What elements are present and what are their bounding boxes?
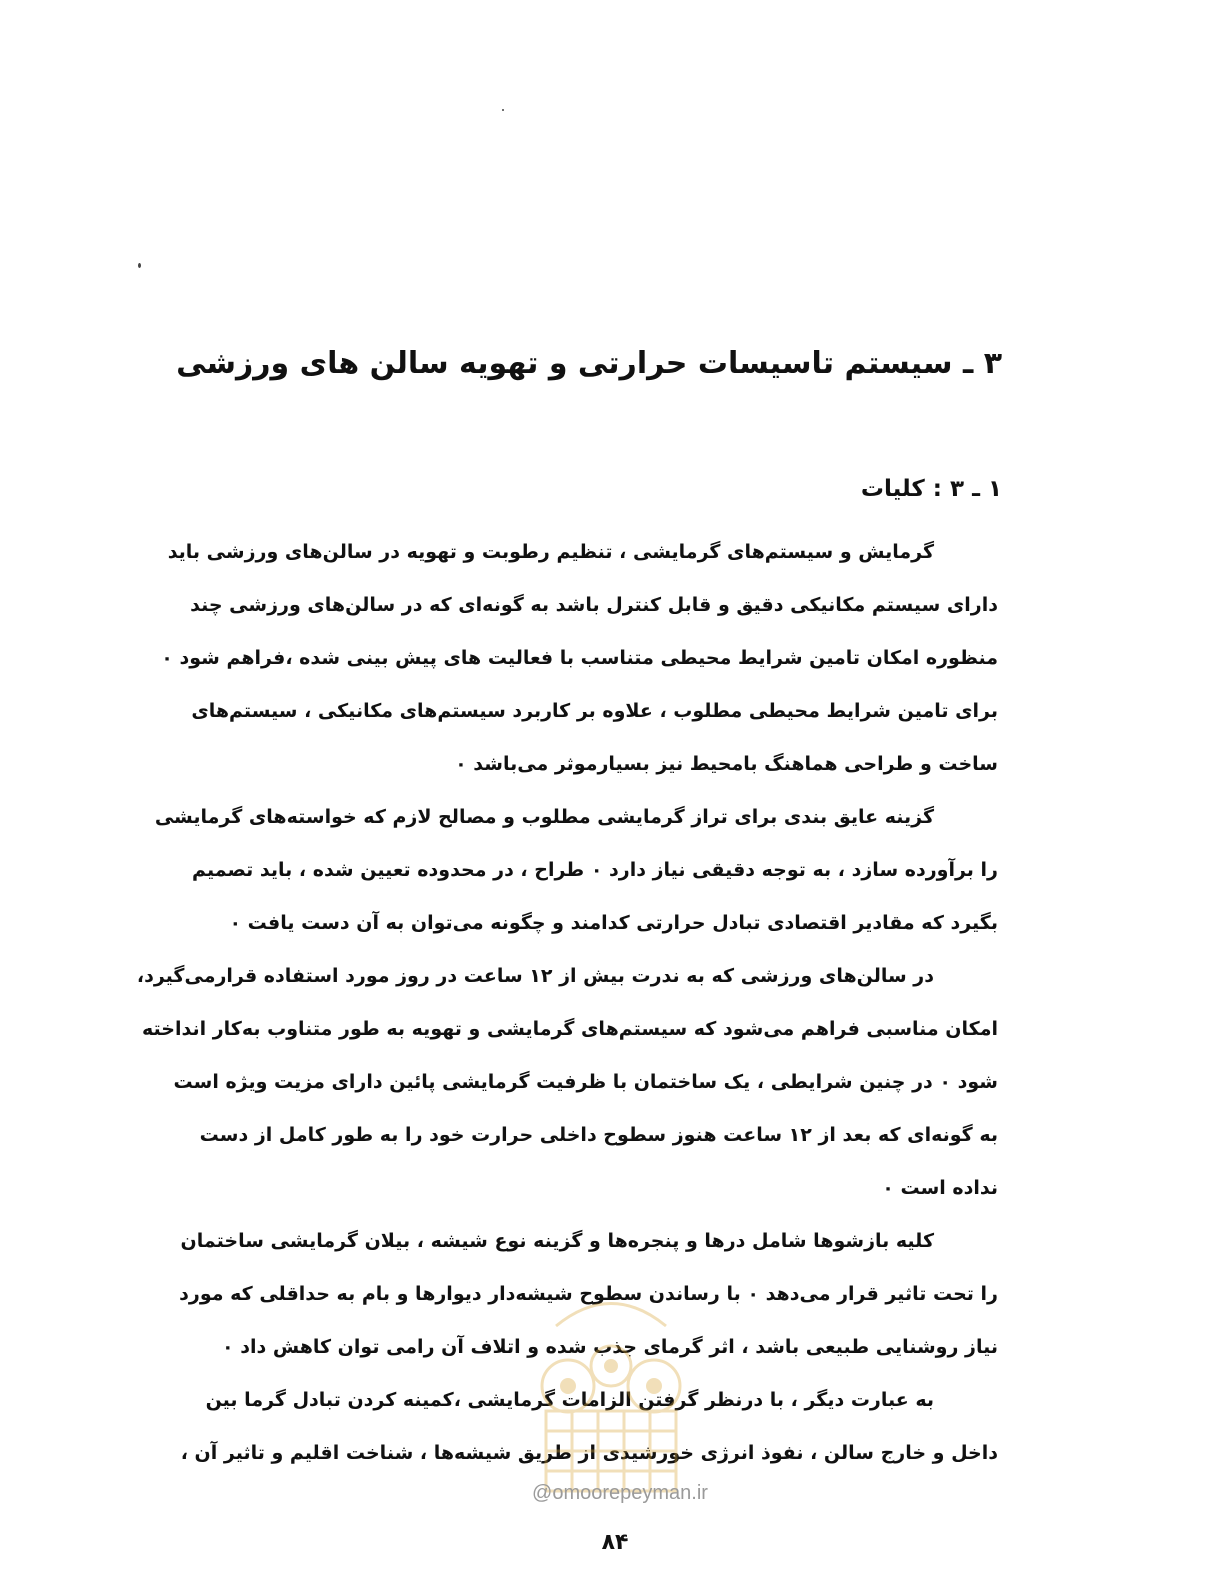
scan-speck (138, 263, 141, 268)
text-line: بگیرد که مقادیر اقتصادی تبادل حرارتی کدامند و چگونه می‌توان به آن دست یافت ۰ (229, 912, 998, 934)
text-line: را تحت تاثیر قرار می‌دهد ۰ با رساندن سطوح شیشه‌دار دیوارها و بام به حداقلی که مورد (179, 1283, 998, 1305)
text-line: به گونه‌ای که بعد از ۱۲ ساعت هنوز سطوح داخلی حرارت خود را به طور کامل از دست (199, 1124, 998, 1146)
text-line: منظوره امکان تامین شرایط محیطی متناسب با فعالیت های پیش بینی شده ،فراهم شود ۰ (161, 647, 998, 669)
scan-speck (502, 109, 504, 111)
paragraph (161, 532, 998, 797)
page-number: ۸۴ (601, 1530, 629, 1555)
text-line: را برآورده سازد ، به توجه دقیقی نیاز دارد ۰ طراح ، در محدوده تعیین شده ، باید تصمیم (192, 859, 998, 881)
text-line: ساخت و طراحی هماهنگ بامحیط نیز بسیارموثر می‌باشد ۰ (455, 753, 998, 775)
text-line: دارای سیستم مکانیکی دقیق و قابل کنترل باشد به گونه‌ای که در سالن‌های ورزشی چند (190, 594, 998, 616)
text-line: کلیه بازشوها شامل درها و پنجره‌ها و گزینه نوع شیشه ، بیلان گرمایشی ساختمان (180, 1230, 934, 1252)
text-line: گزینه عایق بندی برای تراز گرمایشی مطلوب و مصالح لازم که خواسته‌های گرمایشی (154, 806, 934, 828)
text-line: برای تامین شرایط محیطی مطلوب ، علاوه بر کاربرد سیستم‌های مکانیکی ، سیستم‌های (191, 700, 998, 722)
section-heading: ۳ ـ سیستم تاسیسات حرارتی و تهویه سالن های ورزشی (176, 346, 1002, 381)
paragraph (136, 956, 998, 1221)
text-line: نیاز روشنایی طبیعی باشد ، اثر گرمای جذب شده و اتلاف آن رامی توان کاهش داد ۰ (222, 1336, 998, 1358)
paragraph (154, 797, 998, 956)
text-line: نداده است ۰ (882, 1177, 998, 1199)
text-line: داخل و خارج سالن ، نفوذ انرژی خورشیدی از طریق شیشه‌ها ، شناخت اقلیم و تاثیر آن ، (180, 1442, 998, 1464)
subsection-heading: ۱ ـ ۳ : کلیات (860, 476, 1002, 502)
text-line: گرمایش و سیستم‌های گرمایشی ، تنظیم رطوبت و تهویه در سالن‌های ورزشی باید (167, 541, 934, 563)
text-line: به عبارت دیگر ، با درنظر گرفتن الزامات گرمایشی ،کمینه کردن تبادل گرما بین (205, 1389, 934, 1411)
text-line: شود ۰ در چنین شرایطی ، یک ساختمان با ظرفیت گرمایشی پائین دارای مزیت ویژه است (173, 1071, 998, 1093)
text-line: امکان مناسبی فراهم می‌شود که سیستم‌های گرمایشی و تهویه به طور متناوب به‌کار انداخته (141, 1018, 998, 1040)
text-line: در سالن‌های ورزشی که به ندرت بیش از ۱۲ ساعت در روز مورد استفاده قرارمی‌گیرد، (136, 965, 934, 987)
watermark-url: @omoorepeyman.ir (532, 1482, 708, 1504)
